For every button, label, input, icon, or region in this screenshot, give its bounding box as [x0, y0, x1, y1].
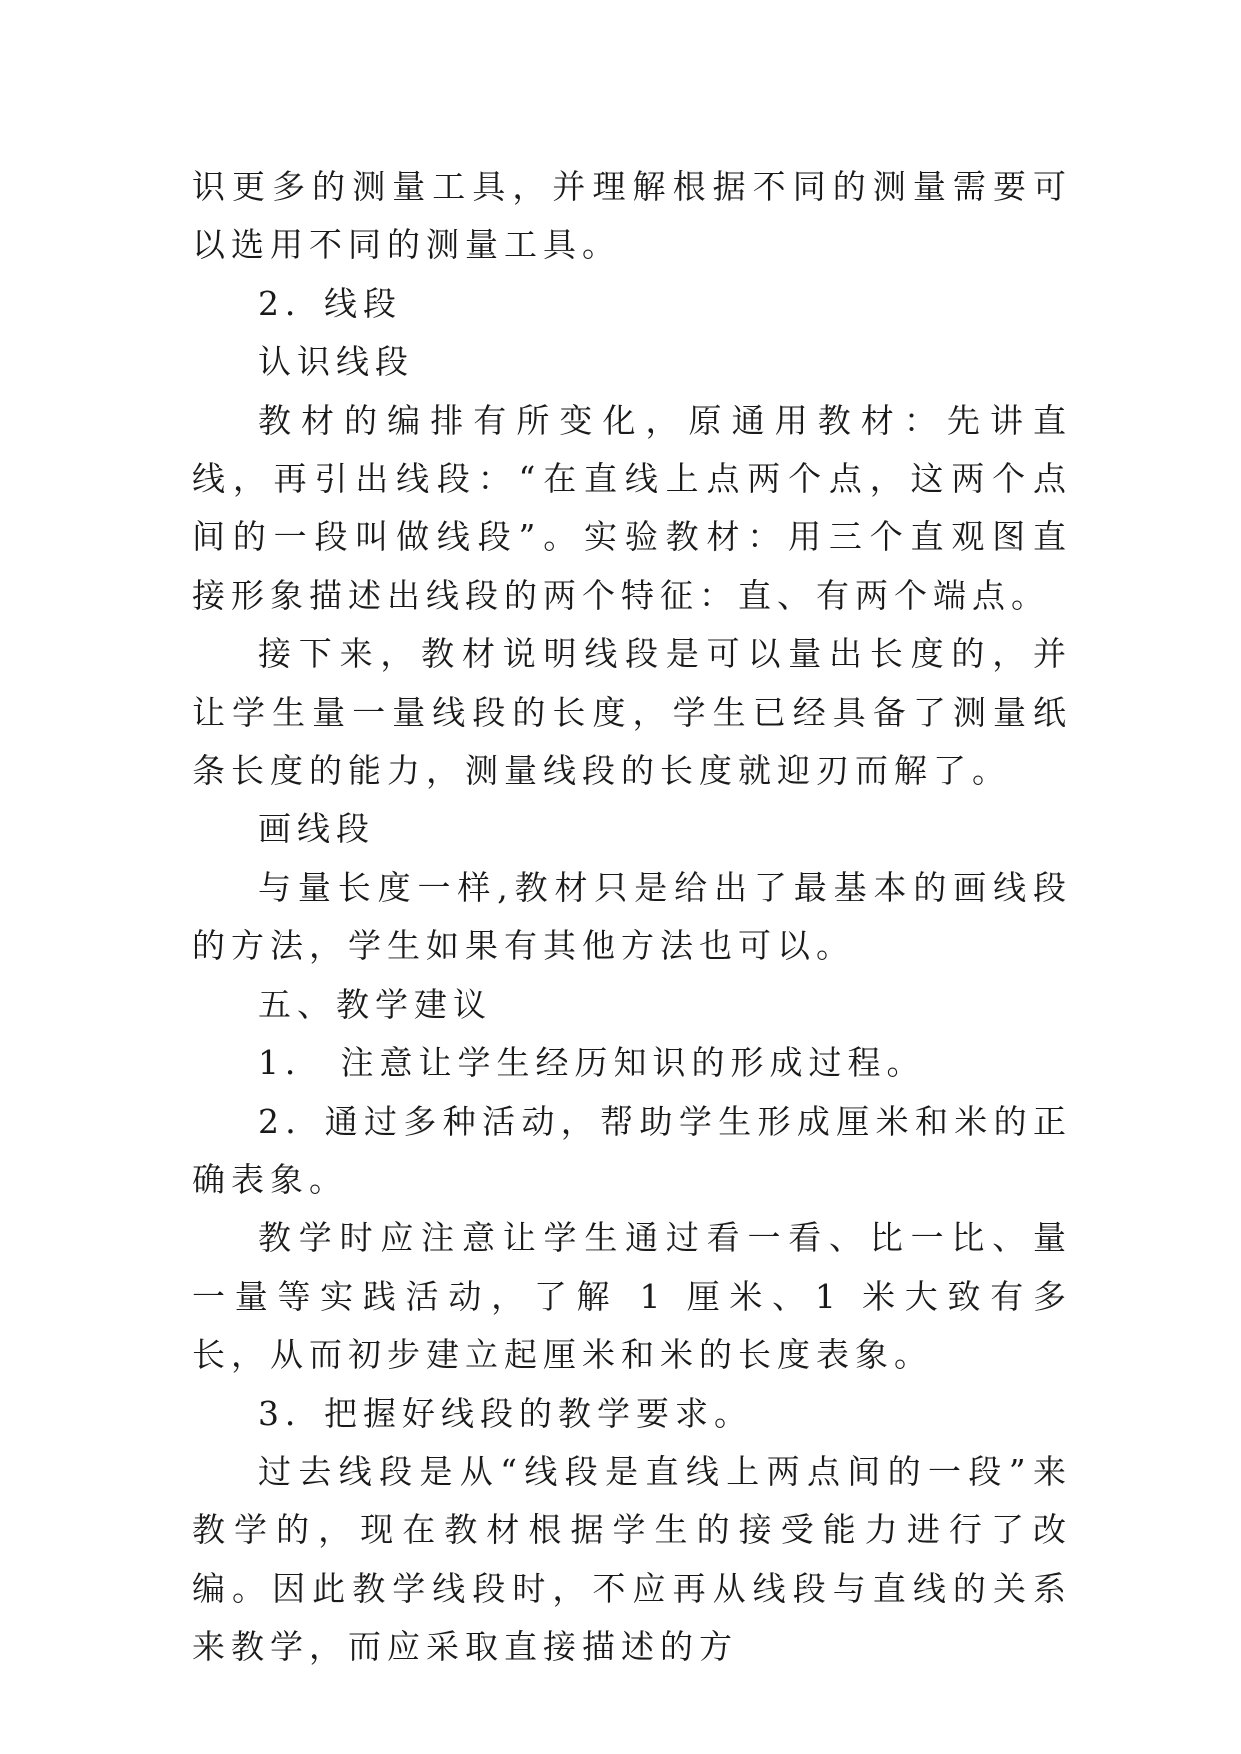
heading-teaching-suggestions: 五、教学建议: [258, 984, 492, 1024]
subheading-draw-segment: 画线段: [258, 809, 375, 849]
paragraph-1: 识更多的测量工具，并理解根据不同的测量需要可以选用不同的测量工具。: [192, 167, 1072, 265]
suggestion-1: 1． 注意让学生经历知识的形成过程。: [258, 1043, 926, 1083]
paragraph-draw-method: 与量长度一样,教材只是给出了最基本的画线段的方法，学生如果有其他方法也可以。: [192, 867, 1072, 966]
heading-segment: 2．线段: [258, 283, 402, 323]
paragraph-past-teaching: 过去线段是从“线段是直线上两点间的一段”来教学的，现在教材根据学生的接受能力进行了改编。因此教学线段时，不应再从线段与直线的关系来教学，而应采取直接描述的方: [192, 1451, 1072, 1667]
paragraph-practice-activities: 教学时应注意让学生通过看一看、比一比、量一量等实践活动，了解 1 厘米、1 米大致有多长，从而初步建立起厘米和米的长度表象。: [192, 1218, 1072, 1375]
subheading-understand-segment: 认识线段: [258, 342, 414, 382]
suggestion-3: 3．把握好线段的教学要求。: [258, 1393, 753, 1433]
body-text: [192, 158, 1072, 1677]
paragraph-textbook-arrangement: 教材的编排有所变化，原通用教材：先讲直线，再引出线段：“在直线上点两个点，这两个点间的一段叫做线段”。实验教材：用三个直观图直接形象描述出线段的两个特征：直、有两个端点。: [192, 400, 1072, 615]
suggestion-2: 2．通过多种活动，帮助学生形成厘米和米的正确表象。: [192, 1101, 1072, 1199]
paragraph-measure-segment: 接下来，教材说明线段是可以量出长度的，并让学生量一量线段的长度，学生已经具备了测量纸条长度的能力，测量线段的长度就迎刃而解了。: [192, 634, 1072, 791]
